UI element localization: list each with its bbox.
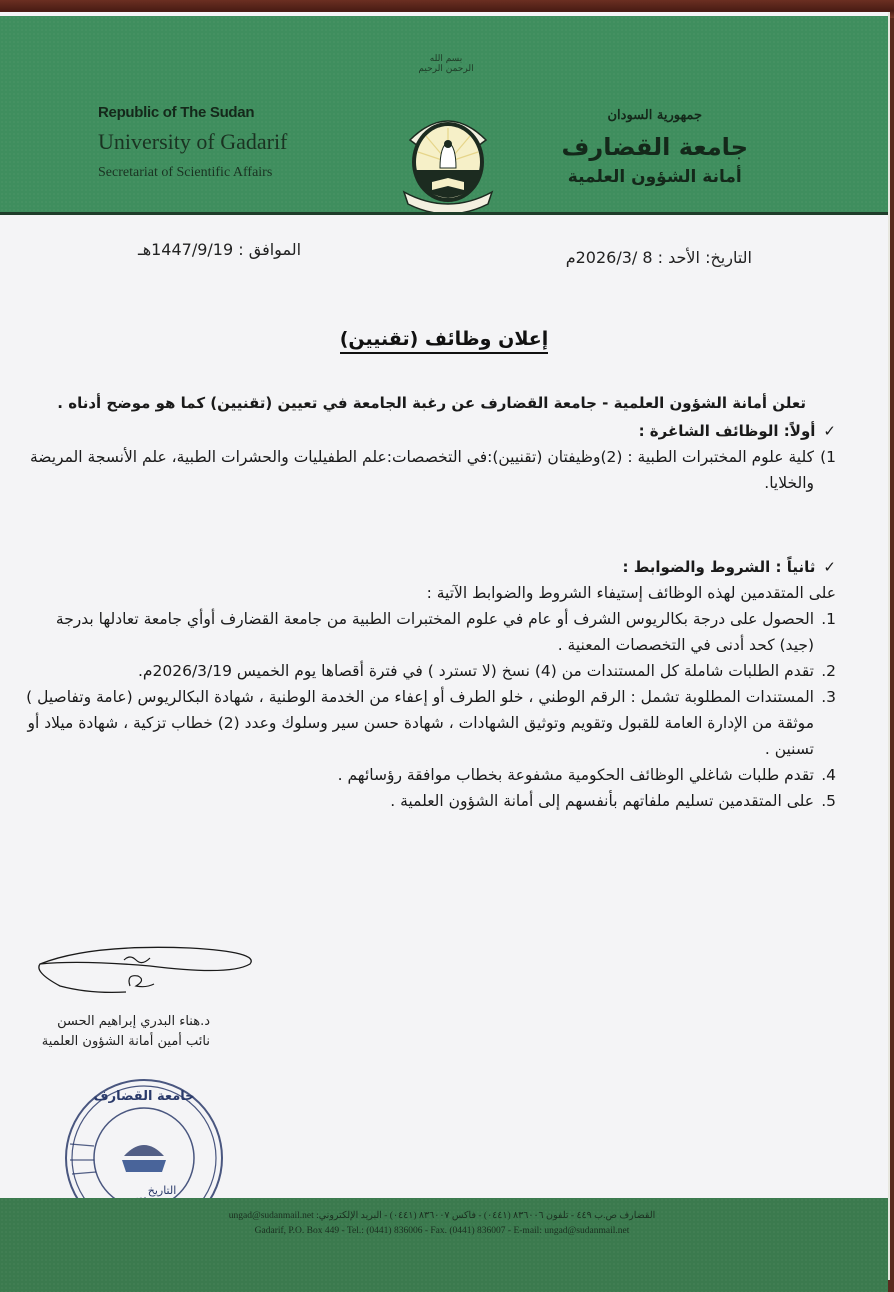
- item-number: 5.: [821, 792, 836, 810]
- gregorian-date-label: التاريخ: الأحد :: [657, 248, 752, 267]
- footer-english-contact: Gadarif, P.O. Box 449 - Tel.: (0441) 836006 - Fax. (0441) 836007 - E-mail: ungad@sudanmail.net: [254, 1226, 630, 1236]
- letterhead: [0, 16, 888, 215]
- signatory: [30, 1012, 210, 1052]
- item-text: الحصول على درجة بكالريوس الشرف أو عام في علوم المختبرات الطبية من جامعة القضارف أوأي جامعة تعادلها بدرجة (جيد) كحد أدنى في التخصصات المعنية .: [55, 610, 814, 654]
- country-ar: جمهورية السودان: [607, 108, 702, 123]
- item-number: 3.: [821, 688, 836, 706]
- item-number: 2.: [821, 662, 836, 680]
- letterhead-footer: [0, 1198, 888, 1292]
- department-en: Secretariat of Scientific Affairs: [98, 165, 273, 180]
- checkmark-icon: ✓: [823, 422, 836, 440]
- stamp-date-label: التاريخ: [147, 1184, 177, 1197]
- intro-paragraph: تعلن أمانة الشؤون العلمية - جامعة القضارف عن رغبة الجامعة في تعيين (تقنيين) كما هو موضح أدناه .: [57, 394, 806, 412]
- checkmark-icon: ✓: [823, 558, 836, 576]
- university-en: University of Gadarif: [98, 129, 288, 154]
- signatory-position: نائب أمين أمانة الشؤون العلمية: [41, 1034, 210, 1049]
- gregorian-date: [566, 248, 752, 267]
- letterhead-arabic: [562, 108, 749, 187]
- item-text: تقدم الطلبات شاملة كل المستندات من (4) نسخ (لا تسترد ) في فترة أقصاها يوم الخميس 2026/3/19م.: [137, 662, 814, 680]
- section-conditions-title: ثانياً : الشروط والضوابط :: [622, 558, 816, 576]
- hijri-date-value: 1447/9/19هـ: [138, 240, 234, 259]
- date-row: [0, 240, 888, 270]
- country-en: Republic of The Sudan: [98, 104, 255, 121]
- condition-item: [22, 762, 836, 788]
- document-page: [0, 12, 888, 1280]
- condition-item: [22, 788, 836, 814]
- section-vacancies-title: أولاً: الوظائف الشاغرة :: [638, 422, 816, 440]
- signatory-name: د.هناء البدري إبراهيم الحسن: [57, 1014, 210, 1029]
- letterhead-english: [98, 104, 287, 181]
- stamp-top-text: جامعة القضارف: [93, 1089, 195, 1104]
- signature-icon: [30, 942, 270, 1022]
- section-vacancies-heading: [22, 418, 836, 444]
- condition-item: [22, 606, 836, 658]
- announcement-title-text: إعلان وظائف (تقنيين): [340, 328, 549, 354]
- item-number: 1.: [821, 610, 836, 628]
- hijri-date: [138, 240, 301, 259]
- item-text: كلية علوم المختبرات الطبية : (2)وظيفتان (تقنيين):في التخصصات:علم الطفيليات والحشرات الطبية، علم الأنسجة المريضة والخلايا.: [29, 448, 814, 492]
- announcement-title: [0, 328, 888, 350]
- item-text: المستندات المطلوبة تشمل : الرقم الوطني ، خلو الطرف أو إعفاء من الخدمة الوطنية ، شهادة البكالريوس (عامة وتفاصيل ) موثقة من الإدارة العامة للقبول وتقويم وتوثيق الشهادات ، شهادة حسن سير وسلوك وعدد (2) خطاب تزكية ، شهادة ميلاد أو تسنين .: [26, 688, 814, 758]
- item-number: 4.: [821, 766, 836, 784]
- university-ar: جامعة القضارف: [561, 133, 748, 161]
- condition-item: [22, 684, 836, 762]
- item-number: 1): [820, 448, 836, 466]
- university-crest-icon: [396, 100, 500, 212]
- footer-arabic-contact: القضارف ص.ب ٤٤٩ - تلفون ٨٣٦٠٠٦ (٠٤٤١) - فاكس ٨٣٦٠٠٧ (٠٤٤١) - البريد الإلكتروني: ungad@sudanmail.net: [228, 1211, 656, 1221]
- gregorian-date-value: 8 /2026/3م: [565, 248, 653, 267]
- vacancy-item: [22, 444, 836, 496]
- hijri-date-label: الموافق :: [238, 240, 302, 259]
- item-text: تقدم طلبات شاغلي الوظائف الحكومية مشفوعة بخطاب موافقة رؤسائهم .: [337, 766, 814, 784]
- section-conditions-heading: [22, 554, 836, 580]
- basmala: بسم الله الرحمن الرحيم: [418, 54, 474, 74]
- conditions-lead: على المتقدمين لهذه الوظائف إستيفاء الشروط والضوابط الآتية :: [426, 584, 836, 602]
- condition-item: [22, 658, 836, 684]
- item-text: على المتقدمين تسليم ملفاتهم بأنفسهم إلى أمانة الشؤون العلمية .: [390, 792, 814, 810]
- announcement-body: [22, 390, 836, 814]
- department-ar: أمانة الشؤون العلمية: [567, 167, 742, 187]
